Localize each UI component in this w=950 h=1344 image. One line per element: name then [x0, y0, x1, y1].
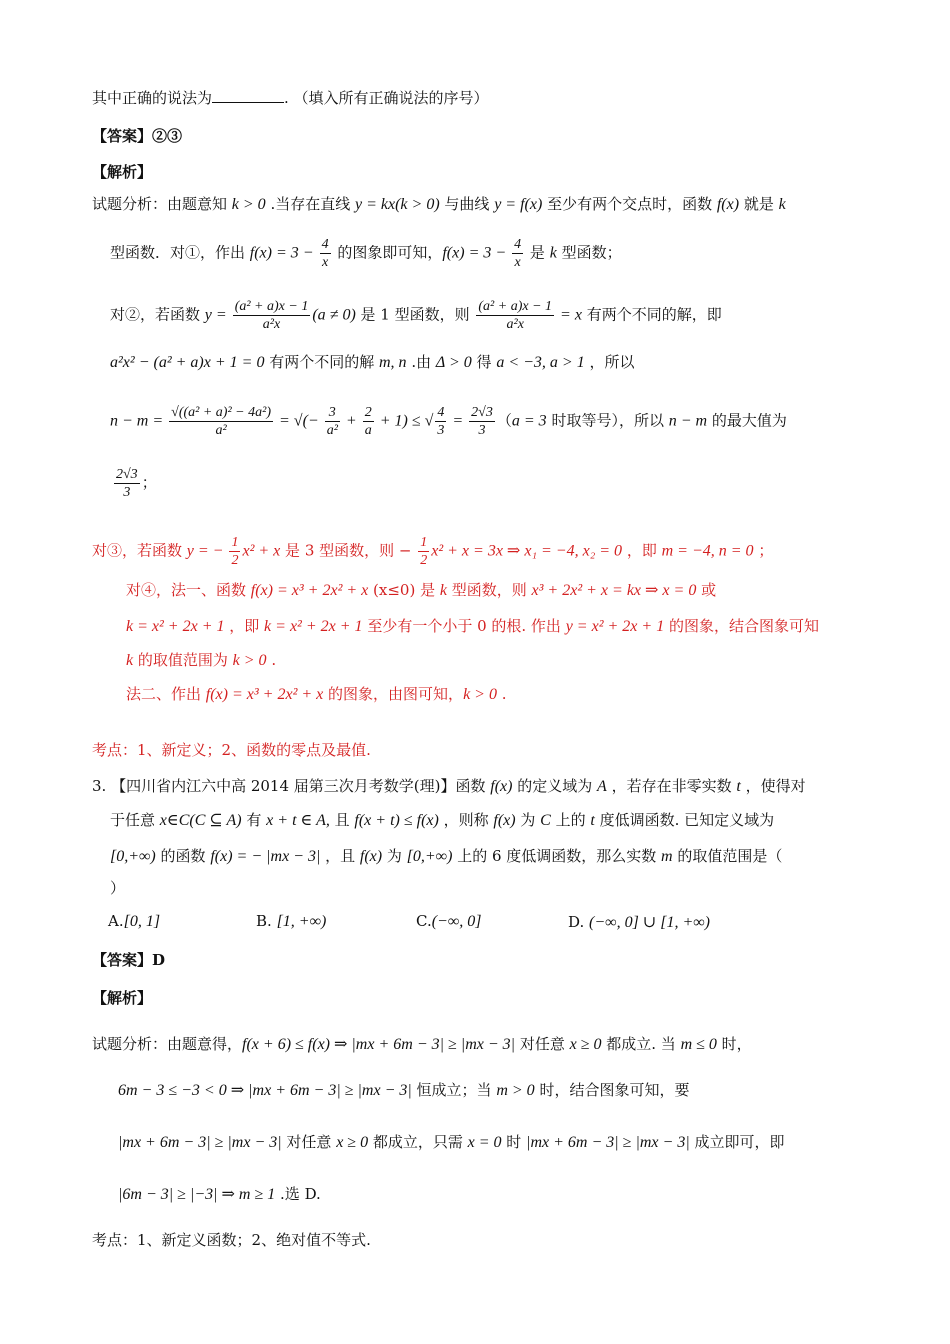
numerator: 2	[364, 405, 372, 420]
denominator: 3	[478, 423, 486, 438]
math: f(x) = x³ + 2x² + x	[205, 686, 324, 703]
analysis-line-5	[110, 404, 787, 439]
math: |mx + 6m − 3| ≥ |mx − 3|	[526, 1134, 690, 1151]
text: 的取值范围为	[133, 651, 233, 669]
text: 时	[501, 1133, 527, 1151]
fraction	[229, 534, 240, 569]
fraction	[169, 404, 273, 439]
math: n − m	[668, 412, 708, 430]
kaodian-q3: 考点：1、新定义函数；2、绝对值不等式.	[92, 1231, 371, 1249]
math: (a ≠ 0)	[312, 306, 356, 324]
text: 至少有两个交点时，函数	[542, 195, 717, 213]
math: f(x) = x³ + 2x² + x	[250, 582, 369, 599]
denominator: a²x	[506, 317, 524, 332]
text: 对④，法一、函数	[126, 581, 251, 599]
math: k = x² + 2x + 1	[126, 618, 225, 635]
numerator: √((a² + a)² − 4a²)	[171, 405, 271, 420]
text: 至少有一个小于 0 的根. 作出	[362, 617, 566, 635]
math: =	[448, 412, 468, 430]
numerator: 2√3	[471, 405, 493, 420]
text: 都成立，只需	[368, 1133, 468, 1151]
math: x ≥ 0	[336, 1134, 369, 1151]
option-c[interactable]	[416, 912, 481, 931]
math: = x	[556, 306, 582, 324]
text: 上的	[550, 811, 591, 829]
text: 法二、作出	[126, 685, 206, 703]
text: 恒成立；当	[411, 1081, 497, 1099]
answer-blank	[212, 88, 284, 103]
option-value: (−∞, 0]	[431, 913, 482, 930]
q3-stem-line-2	[110, 810, 774, 831]
math: x ≥ 0	[569, 1036, 602, 1053]
math: A	[597, 778, 607, 795]
text: 是 3 型函数，则 −	[280, 541, 417, 560]
math: Δ > 0	[435, 354, 472, 371]
numerator: 2√3	[116, 467, 138, 482]
text: 都成立. 当	[601, 1035, 681, 1053]
text: 的最大值为	[707, 411, 787, 430]
math: f(x + t) ≤ f(x)	[354, 812, 439, 829]
math: f(x + 6) ≤ f(x) ⇒ |mx + 6m − 3| ≥ |mx − 3|	[242, 1036, 516, 1053]
math: a = 3	[511, 412, 547, 430]
q3-analysis-label: 【解析】	[92, 989, 153, 1007]
analysis-label: 【解析】	[92, 163, 153, 181]
option-label: C.	[416, 912, 432, 930]
math: + 1) ≤ √	[375, 412, 434, 430]
q3-stem-line-4: ）	[110, 879, 126, 897]
text: 得	[471, 353, 497, 371]
math: x = 0	[467, 1134, 502, 1151]
math: |6m − 3| ≥ |−3| ⇒ m ≥ 1	[118, 1186, 276, 1203]
text: 试题分析：由题意知	[92, 195, 232, 213]
math: x + t ∈ A,	[266, 812, 330, 829]
math: x∈C(C ⊆ A)	[159, 812, 242, 829]
q3-analysis-line-4	[118, 1184, 321, 1205]
math: k	[126, 652, 134, 669]
math: f(x)	[490, 778, 513, 795]
text: 试题分析：由题意得，	[92, 1035, 243, 1053]
text: 的图象即可知，	[332, 243, 443, 262]
text: 的取值范围是（	[672, 847, 783, 865]
text: 为	[382, 847, 407, 865]
analysis-line-6	[112, 466, 157, 501]
text: ，即	[622, 541, 662, 560]
text: .	[496, 685, 507, 703]
math: m, n	[378, 354, 407, 371]
math: 6m − 3 ≤ −3 < 0 ⇒ |mx + 6m − 3| ≥ |mx − 3|	[118, 1082, 412, 1099]
text: 对②，若函数	[110, 305, 205, 324]
numerator: (a² + a)x − 1	[234, 299, 309, 314]
numerator: 1	[420, 535, 428, 550]
numerator: 4	[437, 405, 445, 420]
text: 是 1 型函数，则	[355, 305, 475, 324]
option-a[interactable]	[108, 912, 160, 931]
math: k	[778, 196, 786, 213]
red-line-3	[126, 616, 819, 637]
red-line-5	[126, 684, 507, 705]
math: C	[540, 812, 551, 829]
text: 或	[696, 581, 717, 599]
text: 对③，若函数	[92, 541, 187, 560]
q3-answer-label: 【答案】D	[92, 951, 166, 969]
q3-stem-line-1	[92, 776, 806, 797]
math: x³ + 2x² + x = kx ⇒ x = 0	[531, 582, 697, 599]
math: k > 0	[232, 652, 267, 669]
analysis-line-3	[110, 298, 722, 333]
fraction	[325, 404, 340, 439]
option-label: B.	[256, 912, 272, 930]
math: a²x² − (a² + a)x + 1 = 0	[110, 354, 265, 371]
math: x² + x = 3x ⇒ x₁ = −4, x₂ = 0	[431, 542, 623, 560]
text: 3. 【四川省内江六中高 2014 届第三次月考数学(理)】函数	[92, 777, 491, 795]
text: ，所以	[584, 353, 635, 371]
math: a < −3, a > 1	[496, 354, 585, 371]
fraction	[469, 404, 495, 439]
text: 的函数	[155, 847, 211, 865]
numerator: 4	[514, 237, 522, 252]
text: 型函数，则	[446, 581, 532, 599]
option-value: [1, +∞)	[276, 913, 327, 930]
text: 时，	[716, 1035, 752, 1053]
text: (x≤0) 是	[368, 581, 440, 599]
math: [0,+∞)	[406, 848, 453, 865]
answer-label: 【答案】②③	[92, 127, 183, 145]
denominator: a²x	[262, 317, 281, 332]
math: y =	[204, 306, 231, 324]
text: .	[266, 651, 277, 669]
math: m	[661, 848, 673, 865]
fraction	[320, 236, 331, 271]
math: k	[439, 582, 447, 599]
denominator: 2	[231, 553, 239, 568]
math: k = x² + 2x + 1	[264, 618, 363, 635]
math: k > 0	[463, 686, 497, 703]
denominator: x	[321, 255, 329, 270]
numerator: 3	[325, 404, 340, 422]
fraction	[512, 236, 523, 271]
text: 是	[525, 243, 550, 262]
text: . （填入所有正确说法的序号）	[284, 89, 489, 107]
q3-analysis-line-2	[118, 1080, 689, 1101]
text: .由	[406, 353, 436, 371]
text: 度低调函数. 已知定义域为	[594, 811, 775, 829]
math: y = −	[186, 542, 228, 560]
denominator: x	[514, 255, 521, 270]
text: 对任意	[281, 1133, 337, 1151]
text: .选 D.	[275, 1185, 321, 1203]
text: 成立即可，即	[689, 1133, 785, 1151]
red-line-4	[126, 650, 276, 671]
option-label: A.	[108, 912, 124, 930]
text: ，且	[320, 847, 360, 865]
fraction	[476, 298, 554, 333]
text: 有两个不同的解，即	[581, 305, 722, 324]
text: 上的 6 度低调函数，那么实数	[452, 847, 662, 865]
option-value: (−∞, 0] ∪ [1, +∞)	[589, 914, 710, 931]
math: n − m =	[110, 412, 168, 430]
text: 对任意	[515, 1035, 570, 1053]
text: 且	[329, 811, 355, 829]
denominator: a²	[215, 423, 227, 438]
math: [0,+∞)	[110, 848, 156, 865]
fraction	[418, 534, 429, 569]
fraction	[435, 404, 446, 439]
option-value: [0, 1]	[123, 913, 161, 930]
q3-analysis-line-1	[92, 1034, 752, 1055]
math: k > 0	[231, 196, 266, 213]
fraction	[363, 404, 374, 439]
text: 的图象，由图可知，	[323, 685, 464, 703]
math: y = f(x)	[494, 196, 543, 213]
text: 其中正确的说法为	[92, 89, 213, 107]
text: ，使得对	[740, 777, 806, 795]
fill-blank-line	[92, 88, 489, 108]
denominator: 3	[123, 485, 131, 500]
text: ，即	[224, 617, 265, 635]
math: m ≤ 0	[680, 1036, 717, 1053]
text: 就是	[739, 195, 779, 213]
text: ；	[141, 473, 157, 492]
text: 为	[515, 811, 541, 829]
fraction	[114, 466, 140, 501]
analysis-line-1	[92, 194, 786, 215]
math: f(x)	[359, 848, 383, 865]
numerator: 1	[231, 535, 239, 550]
text: 的图象，结合图象可知	[664, 617, 819, 635]
option-label: D.	[568, 913, 585, 931]
text: （	[496, 411, 512, 430]
text: 有两个不同的解	[264, 353, 379, 371]
math: f(x) = 3 −	[249, 244, 318, 262]
math: m > 0	[496, 1082, 535, 1099]
q3-stem-line-3	[110, 846, 782, 867]
fraction	[233, 298, 311, 333]
denominator: 2	[420, 553, 428, 568]
text: ，则称	[438, 811, 494, 829]
math: f(x)	[493, 812, 516, 829]
text: 型函数；	[556, 243, 622, 262]
text: 与曲线	[439, 195, 495, 213]
text: 的定义域为	[512, 777, 598, 795]
math: y = x² + 2x + 1	[565, 618, 665, 635]
math: k	[549, 244, 557, 262]
red-line-1	[92, 534, 773, 569]
kaodian-q2: 考点：1、新定义；2、函数的零点及最值.	[92, 741, 371, 759]
math: m = −4, n = 0	[661, 542, 754, 560]
text: 有	[241, 811, 267, 829]
numerator: (a² + a)x − 1	[478, 299, 553, 314]
math: = √(−	[274, 412, 323, 430]
math: t	[736, 778, 741, 795]
math: t	[590, 812, 595, 829]
math: f(x)	[716, 196, 740, 213]
math: f(x) = 3 −	[442, 244, 511, 262]
math: y = kx(k > 0)	[355, 196, 440, 213]
denominator: 3	[437, 423, 445, 438]
red-line-2	[126, 580, 716, 601]
option-d[interactable]	[568, 912, 710, 932]
math: +	[341, 412, 361, 430]
denominator: a²	[326, 423, 338, 438]
analysis-line-4	[110, 352, 634, 373]
option-b[interactable]	[256, 912, 326, 931]
text: 型函数．对①，作出	[110, 243, 250, 262]
denominator: a	[364, 423, 372, 438]
text: 时取等号），所以	[546, 411, 669, 430]
math: x² + x	[242, 542, 281, 560]
analysis-line-2	[110, 236, 622, 271]
math: |mx + 6m − 3| ≥ |mx − 3|	[118, 1134, 282, 1151]
math: f(x) = − |mx − 3|	[210, 848, 321, 865]
text: .当存在直线	[265, 195, 355, 213]
text: ，若存在非零实数	[606, 777, 737, 795]
numerator: 4	[321, 237, 329, 252]
text: 时，结合图象可知，要	[534, 1081, 690, 1099]
text: ；	[753, 541, 774, 560]
text: 于任意	[110, 811, 160, 829]
q3-analysis-line-3	[118, 1132, 785, 1153]
